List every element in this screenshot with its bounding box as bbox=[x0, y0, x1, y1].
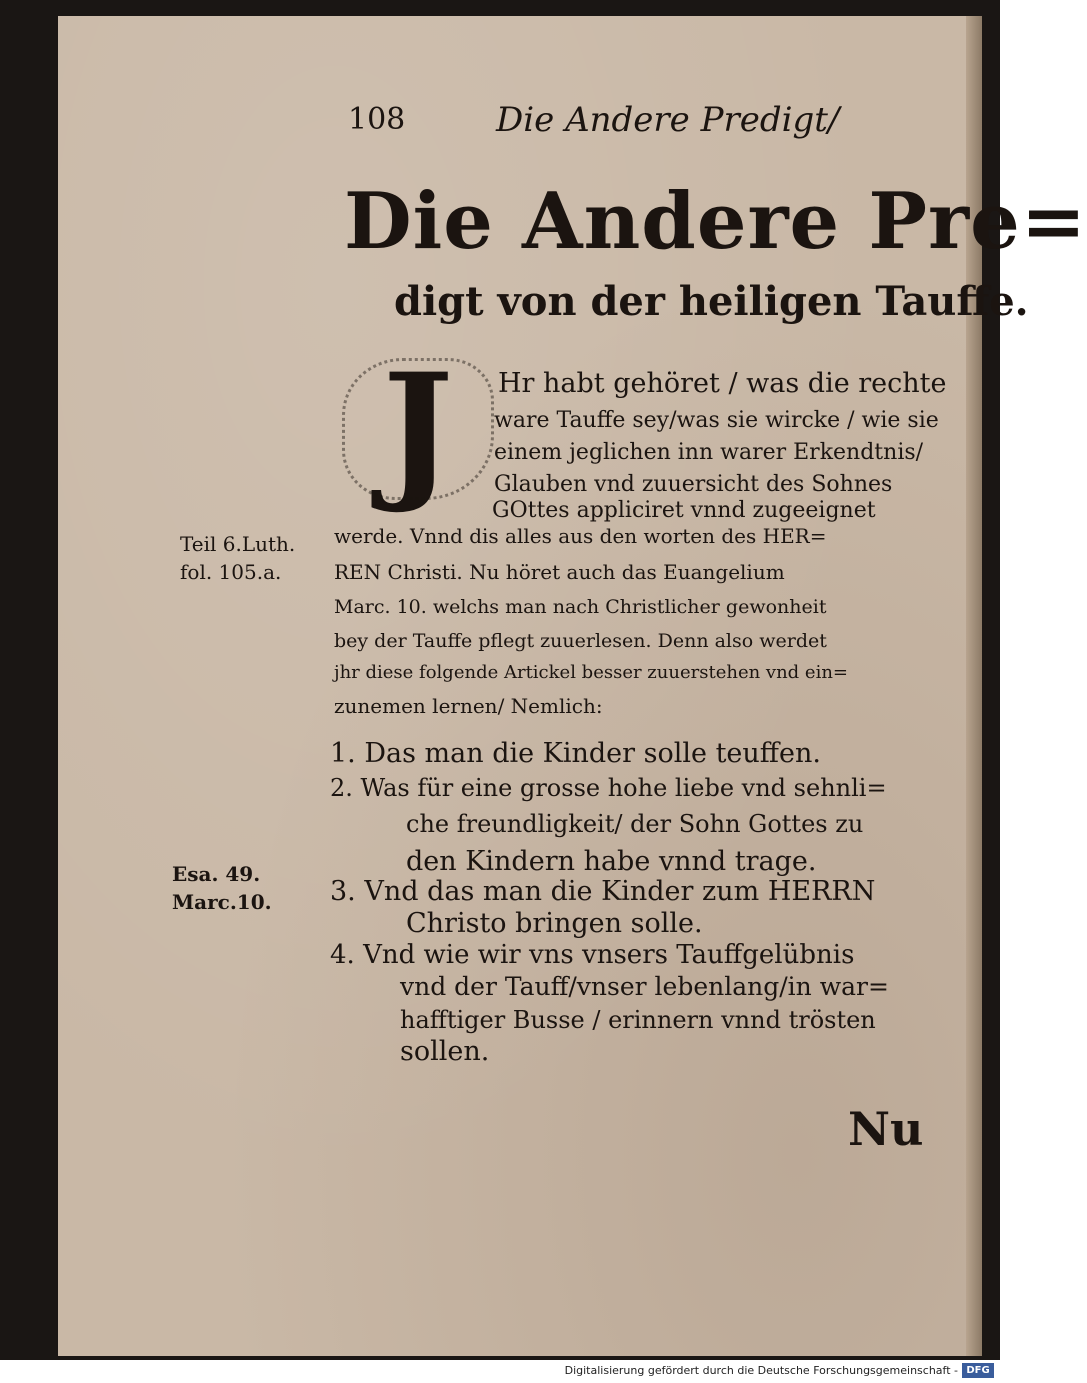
list-item: 4. Vnd wie wir vns vnsers Tauffgelübnis bbox=[330, 940, 855, 970]
list-item: 1. Das man die Kinder solle teuffen. bbox=[330, 738, 821, 769]
body-line: Hr habt gehöret / was die rechte bbox=[498, 368, 947, 399]
body-line: werde. Vnnd dis alles aus den worten des HER= bbox=[334, 524, 827, 548]
running-title: Die Andere Predigt/ bbox=[496, 100, 840, 140]
body-line: REN Christi. Nu höret auch das Euangelium bbox=[334, 560, 785, 584]
list-item: hafftiger Busse / erinnern vnnd trösten bbox=[400, 1006, 876, 1034]
footer-bar bbox=[0, 1360, 1000, 1383]
dfg-logo-icon: DFG bbox=[962, 1363, 994, 1378]
body-line: Glauben vnd zuuersicht des Sohnes bbox=[494, 472, 893, 497]
decorated-initial: J bbox=[338, 354, 498, 504]
list-item: den Kindern habe vnnd trage. bbox=[406, 846, 817, 877]
list-item: 3. Vnd das man die Kinder zum HERRN bbox=[330, 876, 876, 907]
margin-note: fol. 105.a. bbox=[180, 560, 282, 584]
body-line: einem jeglichen inn warer Erkendtnis/ bbox=[494, 440, 924, 465]
margin-note: Esa. 49. bbox=[172, 862, 261, 886]
margin-note: Teil 6.Luth. bbox=[180, 532, 296, 556]
list-item: sollen. bbox=[400, 1036, 490, 1067]
body-line: GOttes appliciret vnnd zugeeignet bbox=[492, 498, 876, 523]
body-line: zunemen lernen/ Nemlich: bbox=[334, 694, 603, 718]
body-line: jhr diese folgende Artickel besser zuuerstehen vnd ein= bbox=[334, 662, 849, 683]
body-line: Marc. 10. welchs man nach Christlicher gewonheit bbox=[334, 596, 827, 618]
catchword: Nu bbox=[848, 1102, 924, 1156]
book-page bbox=[58, 16, 1087, 1356]
list-item: che freundligkeit/ der Sohn Gottes zu bbox=[406, 810, 864, 838]
body-line: ware Tauffe sey/was sie wircke / wie sie bbox=[494, 408, 939, 433]
sermon-title-line-1: Die Andere Pre= bbox=[344, 176, 1087, 267]
list-item: vnd der Tauff/vnser lebenlang/in war= bbox=[400, 972, 889, 1001]
margin-note: Marc.10. bbox=[172, 890, 272, 914]
sermon-title-line-2: digt von der heiligen Tauffe. bbox=[394, 278, 1029, 325]
list-item: Christo bringen solle. bbox=[406, 908, 703, 939]
list-item: 2. Was für eine grosse hohe liebe vnd sehnli= bbox=[330, 774, 887, 802]
funding-notice: Digitalisierung gefördert durch die Deutsche Forschungsgemeinschaft - bbox=[564, 1364, 958, 1377]
page-number: 108 bbox=[348, 102, 406, 137]
body-line: bey der Tauffe pflegt zuuerlesen. Denn also werdet bbox=[334, 630, 827, 652]
